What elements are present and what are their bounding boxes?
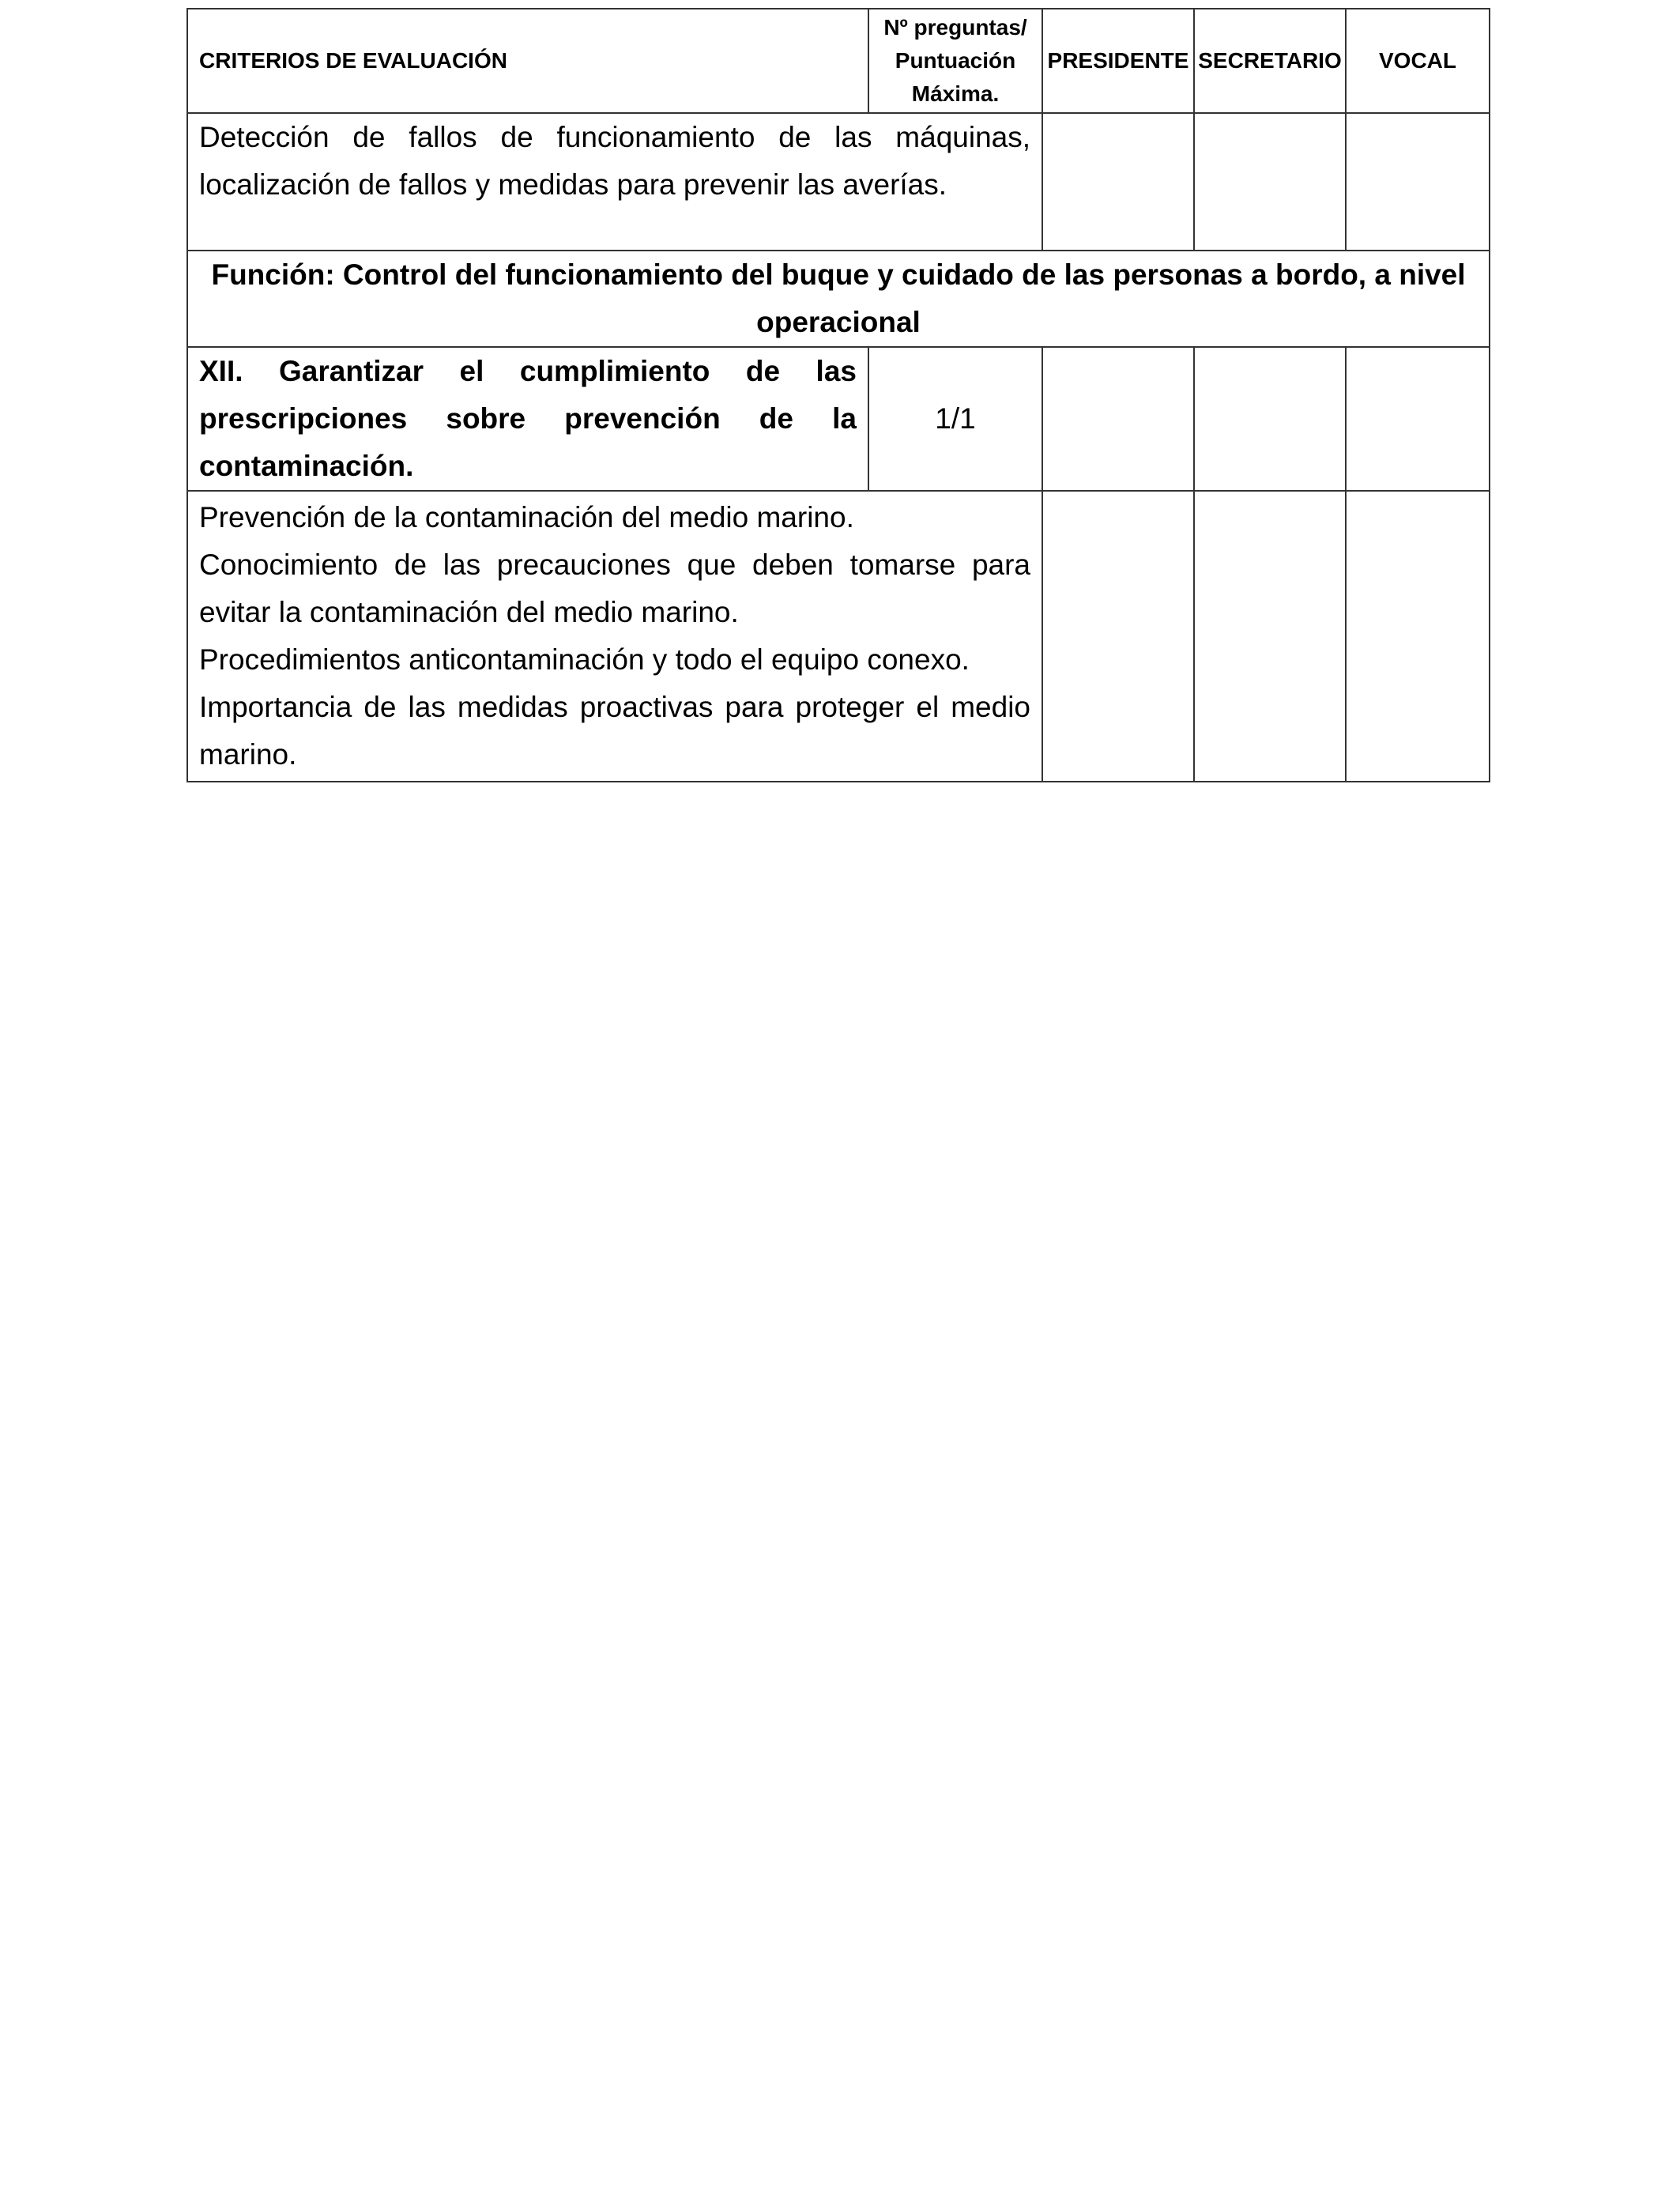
presidente-score-cell[interactable] [1042,113,1194,251]
criteria-text-line: Prevención de la contaminación del medio marino. [199,501,854,533]
presidente-score-cell[interactable] [1042,347,1194,491]
function-section-title [187,251,1490,347]
item-title-line: contaminación. [199,450,414,482]
evaluation-criteria-table [186,8,1490,782]
vocal-score-cell[interactable] [1346,347,1490,491]
section-title-line: Función: Control del funcionamiento del buque y cuidado de las personas a bordo, a nivel [211,258,1466,291]
criteria-text-line: Conocimiento de las precauciones que deben tomarse para [199,548,1030,581]
item-title-line: prescripciones sobre prevención de la [199,402,857,435]
header-puntuacion [868,9,1042,113]
presidente-score-cell[interactable] [1042,491,1194,782]
header-puntuacion-line: Máxima. [911,81,1000,106]
header-presidente: PRESIDENTE [1042,9,1194,113]
table-row [187,347,1490,491]
section-title-line: operacional [756,306,921,338]
criteria-text-line: localización de fallos y medidas para prevenir las averías. [199,168,947,201]
criteria-text-line: evitar la contaminación del medio marino. [199,596,739,628]
criteria-text-line: Detección de fallos de funcionamiento de las máquinas, [199,121,1030,153]
max-score-cell: 1/1 [868,347,1042,491]
table-header-row [187,9,1490,113]
table-row [187,113,1490,251]
criteria-text-fallos [187,113,1042,251]
item-xii-title [187,347,868,491]
criteria-text-line: Importancia de las medidas proactivas para proteger el medio [199,691,1030,723]
vocal-score-cell[interactable] [1346,113,1490,251]
secretario-score-cell[interactable] [1194,113,1346,251]
secretario-score-cell[interactable] [1194,347,1346,491]
table-row [187,491,1490,782]
header-vocal: VOCAL [1346,9,1490,113]
criteria-text-line: marino. [199,738,297,771]
vocal-score-cell[interactable] [1346,491,1490,782]
criteria-text-line: Procedimientos anticontaminación y todo el equipo conexo. [199,643,970,676]
secretario-score-cell[interactable] [1194,491,1346,782]
header-puntuacion-line: Puntuación [895,48,1016,73]
item-title-line: XII. Garantizar el cumplimiento de las [199,355,857,387]
header-secretario: SECRETARIO [1194,9,1346,113]
header-puntuacion-line: Nº preguntas/ [883,15,1027,40]
header-criteria: CRITERIOS DE EVALUACIÓN [187,9,868,113]
section-row [187,251,1490,347]
criteria-text-prevencion [187,491,1042,782]
